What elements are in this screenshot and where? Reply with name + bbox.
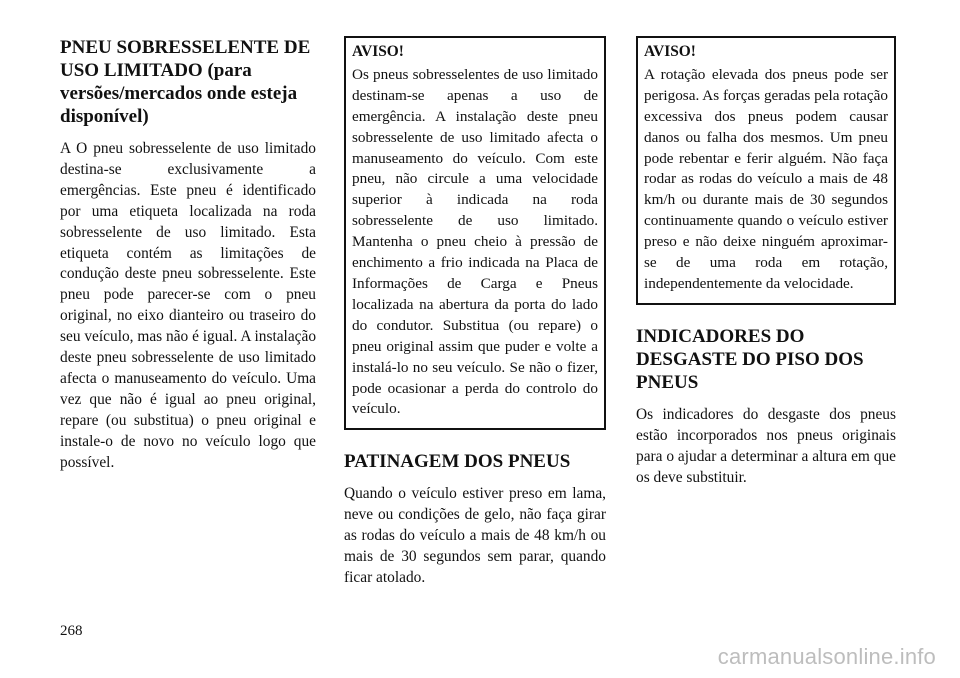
paragraph-tread-wear: Os indicadores do desgaste dos pneus estão incorporados nos pneus originais para o ajudar a determinar a altura em que os deve substituir. [636,405,896,486]
warning-title: AVISO! [644,43,696,60]
warning-text: A rotação elevada dos pneus pode ser perigosa. As forças geradas pela rotação excessiva dos pneus podem causar danos ou falha dos mesmos. Um pneu pode rebentar e ferir alguém. Não faça rodar as rodas do veículo a mais de 48 km/h ou durante mais de 30 segundos continuamente quando o veículo estiver preso e não deixe ninguém aproximar-se de uma roda em rotação, independentemente da velocidade. [644,65,888,292]
warning-box-tire-rotation [636,36,896,305]
page-number: 268 [60,623,83,639]
section-heading-limited-spare: PNEU SOBRESSELENTE DE USO LIMITADO (para versões/mercados onde esteja disponível) [60,37,311,127]
section-heading-tire-spinning: PATINAGEM DOS PNEUS [344,451,571,473]
paragraph-limited-spare: A O pneu sobresselente de uso limitado destina-se exclusivamente a emergências. Este pneu é identificado por uma etiqueta localizada na roda sobresselente de uso limitado. Esta etiqueta contém as limitações de condução deste pneu sobresselente. Este pneu pode parecer-se com o pneu original, no eixo dianteiro ou traseiro do seu veículo, mas não é igual. A instalação deste pneu sobresselente de uso limitado afecta o manuseamento do veículo. Uma vez que não é igual ao pneu original, repare (ou substitua) o pneu original e instale-o de novo no veículo logo que possível. [60,140,317,471]
section-heading-tread-wear: INDICADORES DO DESGASTE DO PISO DOS PNEUS [636,325,864,393]
column-middle [344,36,606,589]
paragraph-tire-spinning: Quando o veículo estiver preso em lama, neve ou condições de gelo, não faça girar as rodas do veículo a mais de 48 km/h ou mais de 30 segundos sem parar, quando ficar atolado. [344,485,606,586]
column-right [636,36,896,489]
watermark: carmanualsonline.info [717,644,936,669]
column-left [60,36,316,474]
warning-text: Os pneus sobresselentes de uso limitado destinam-se apenas a uso de emergência. A instalação deste pneu sobresselente de uso limitado afecta o manuseamento do veículo. Com este pneu, não circule a uma velocidade superior à indicada na roda sobresselente de uso limitado. Mantenha o pneu cheio à pressão de enchimento a frio indicada na Placa de Informações de Carga e Pneus localizada na abertura da porta do lado do condutor. Substitua (ou repare) o pneu original assim que puder e volte a instalá-lo no seu veículo. Se não o fizer, pode ocasionar a perda do controlo do veículo. [352,65,598,418]
warning-box-spare-tire [344,36,606,430]
warning-title: AVISO! [352,43,404,60]
